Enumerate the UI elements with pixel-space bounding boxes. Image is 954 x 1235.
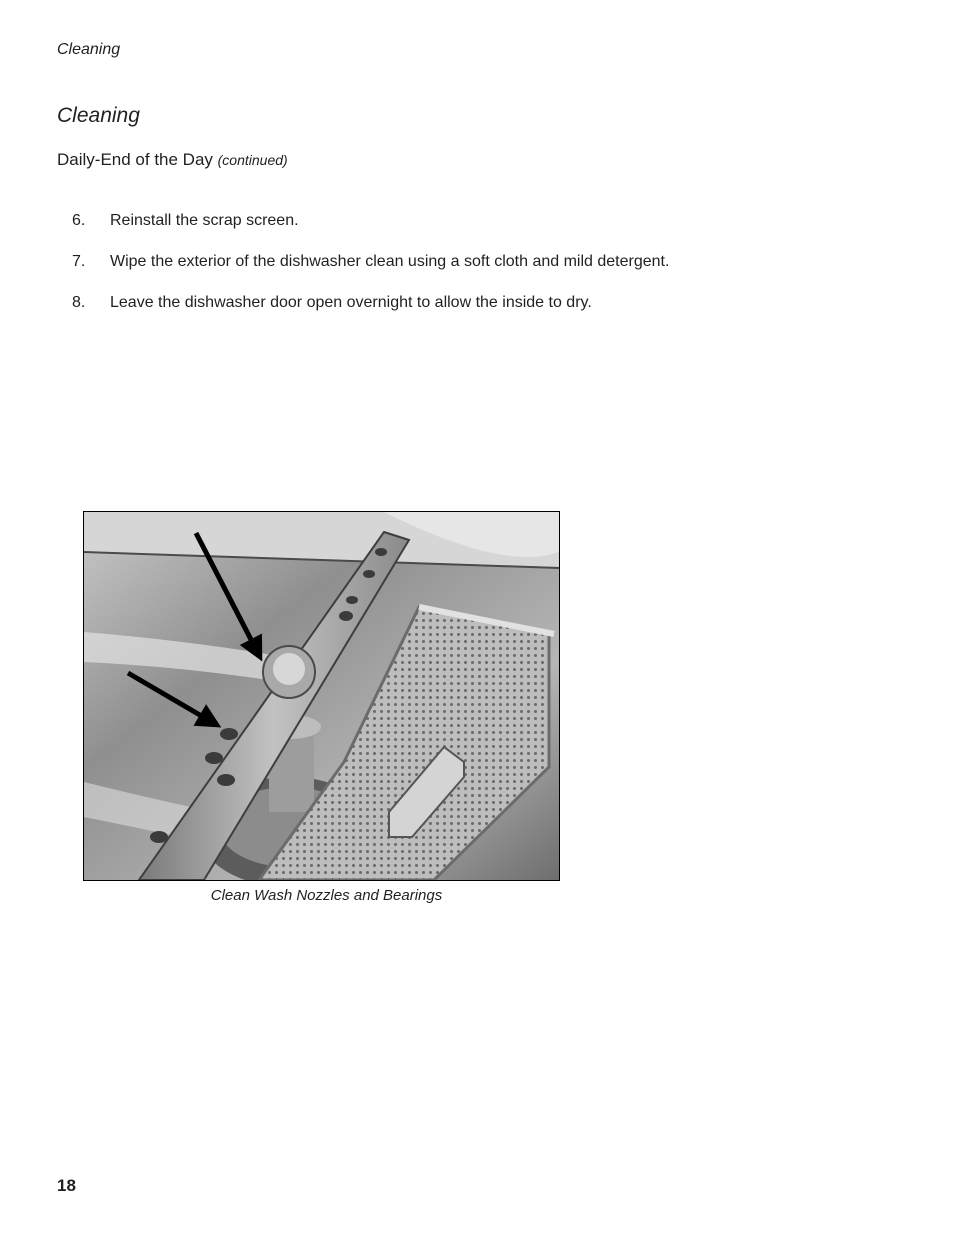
subsection-heading [57, 150, 288, 170]
subsection-title: Daily-End of the Day [57, 150, 213, 169]
running-header: Cleaning [57, 41, 121, 58]
step-number: 6. [72, 212, 86, 229]
step-text: Wipe the exterior of the dishwasher clean using a soft cloth and mild detergent. [110, 253, 670, 270]
step-text: Leave the dishwasher door open overnight to allow the inside to dry. [110, 294, 592, 311]
section-title: Cleaning [57, 104, 140, 127]
step-number: 7. [72, 253, 86, 270]
step-number: 8. [72, 294, 86, 311]
wash-arm-photo [83, 511, 560, 881]
step-text: Reinstall the scrap screen. [110, 212, 299, 229]
page-number: 18 [57, 1176, 76, 1195]
figure-caption: Clean Wash Nozzles and Bearings [210, 887, 443, 904]
subsection-continued-note: (continued) [217, 152, 288, 168]
